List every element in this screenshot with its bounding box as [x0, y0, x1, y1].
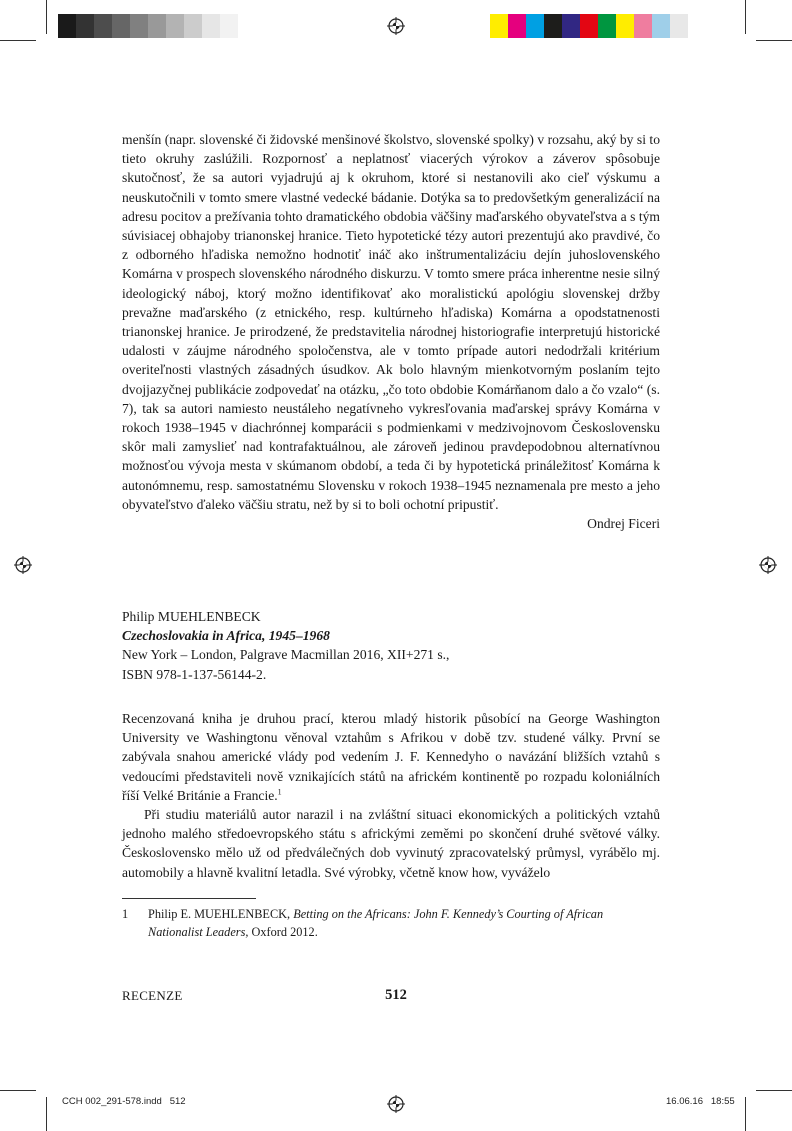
review-signature: Ondrej Ficeri — [587, 516, 660, 532]
footnote-number: 1 — [122, 907, 129, 921]
gray-swatch — [202, 14, 220, 38]
color-swatch — [598, 14, 616, 38]
process-color-bar — [490, 14, 688, 38]
book-author: Philip MUEHLENBECK — [122, 609, 261, 624]
review-paragraph-1 — [122, 709, 660, 805]
color-swatch — [652, 14, 670, 38]
gray-swatch — [148, 14, 166, 38]
color-swatch — [562, 14, 580, 38]
registration-mark-right — [759, 556, 777, 574]
footnote-reference[interactable]: 1 — [277, 787, 282, 797]
color-swatch — [580, 14, 598, 38]
gray-swatch — [184, 14, 202, 38]
gray-swatch — [166, 14, 184, 38]
footnote — [122, 906, 660, 941]
review-ficeri-section — [122, 130, 660, 533]
review-muehlenbeck-section — [122, 709, 660, 882]
color-swatch — [490, 14, 508, 38]
footnote-author: Philip E. MUEHLENBECK, — [148, 907, 294, 921]
book-publication: New York – London, Palgrave Macmillan 2016, XII+271 s., — [122, 647, 450, 663]
crop-mark-bottom-right-h — [756, 1090, 792, 1091]
slug-file-info: CCH 002_291-578.indd 512 — [62, 1096, 186, 1107]
footnote-title: Betting on the Africans: John F. Kennedy’s Courting of African Nationalist Leaders, — [148, 907, 604, 939]
color-swatch — [544, 14, 562, 38]
book-citation — [122, 607, 660, 684]
color-swatch — [670, 14, 688, 38]
gray-swatch — [112, 14, 130, 38]
review-paragraph-2: Při studiu materiálů autor narazil i na zvláštní situaci ekonomických a politických vztahů jednoho malého středoevropského státu s africkými zeměmi po skončení druhé světové války. Československo mělo už od předválečných dob vyvinutý zpracovatelský průmysl, vyrábělo mj. automobily a hlavně kvalitní letadla. Své výrobky, včetně know how, vyváželo — [122, 807, 660, 880]
crop-mark-bottom-left-h — [0, 1090, 36, 1091]
book-title: Czechoslovakia in Africa, 1945–1968 — [122, 628, 330, 644]
gray-swatch — [58, 14, 76, 38]
crop-mark-top-right-h — [756, 40, 792, 41]
slug-datetime: 16.06.16 18:55 — [666, 1096, 735, 1107]
crop-mark-bottom-right-v — [745, 1097, 746, 1131]
gray-swatch — [220, 14, 238, 38]
footnote-rest: Oxford 2012. — [248, 924, 318, 939]
review-ficeri-paragraph: menšín (napr. slovenské či židovské menšinové školstvo, slovenské spolky) v rozsahu, aký by si to tieto okruhy zaslúžili. Rozpornosť a neplatnosť viacerých výrokov a záverov spôsobuje skutočnosť, že sa autori vyjadrujú aj k okruhom, ktoré si nestanovili ako cieľ výskumu a neuskutočnili v tomto smere vlastné vedecké bádanie. Dotýka sa to predovšetkým generalizácií na adresu pocitov a prežívania tohto dramatického obdobia väčšiny maďarského obyvateľstva a s tým súvisiacej obhajoby trianonskej hranice. Tieto hypotetické tézy autori prezentujú ako pravdivé, čo z odborného hľadiska nemožno hodnotiť ináč ako inštrumentalizáciu dejín juhoslovenského Komárna v prospech slovenského národného diskurzu. V tomto smere práca inherentne nesie silný ideologický náboj, ktorý možno identifikovať ako moralistickú apológiu slovenskej držby prevažne maďarského (z etnického, resp. kultúrneho hľadiska) Komárna a opodstatnenosti trianonskej hranice. Je prirodzené, že predstavitelia národnej historiografie interpretujú historické udalosti v záujme národného spoločenstva, ale v tomto prípade autori nedodržali kritérium overiteľnosti vlastných zásadných úsudkov. Ak bolo hlavným mienkotvorným poslaním tejto dvojjazyčnej publikácie zodpovedať na otázku, „čo toto obdobie Komárňanom dalo a čo vzalo“ (s. 7), tak sa autori namiesto neustáleho negatívneho vykresľovania maďarskej správy Komárna v rokoch 1938–1945 v diachrónnej komparácii s podmienkami v medzivojnovom Československu skôr mali zamyslieť nad kontrafaktuálnou, ale zároveň jedinou pravdepodobnou alternatívnou možnosťou vývoja mesta v skúmanom období, a teda či by hypotetická prináležitosť Komárna k autonómnemu, resp. samostatnému Slovensku v rokoch 1938–1945 neznamenala pre mesto a jeho obyvateľstvo ďaleko väčšiu stratu, než by si to boli ochotní pripustiť. — [122, 132, 660, 512]
gray-swatch — [94, 14, 112, 38]
color-swatch — [526, 14, 544, 38]
page-number: 512 — [385, 987, 407, 1003]
registration-mark-bottom — [387, 1095, 405, 1113]
footnote-text — [148, 906, 660, 941]
registration-mark-top — [387, 17, 405, 35]
registration-mark-left — [14, 556, 32, 574]
footnote-divider — [122, 898, 256, 899]
running-section-label: RECENZE — [122, 988, 183, 1003]
crop-mark-top-left-h — [0, 40, 36, 41]
grayscale-color-bar — [58, 14, 238, 38]
crop-mark-top-left-v — [46, 0, 47, 34]
crop-mark-top-right-v — [745, 0, 746, 34]
color-swatch — [508, 14, 526, 38]
color-swatch — [616, 14, 634, 38]
review-paragraph-1-text: Recenzovaná kniha je druhou prací, kterou mladý historik působící na George Washington University ve Washingtonu věnoval vztahům s Afrikou v době tzv. studené války. První se zabývala snahou americké vlády pod vedením J. F. Kennedyho o navázání bližších vztahů s vedoucími představiteli nově vznikajících států na africkém kontinentě po rozpadu koloniálních říší Velké Británie a Francie. — [122, 711, 660, 803]
gray-swatch — [130, 14, 148, 38]
gray-swatch — [76, 14, 94, 38]
book-isbn: ISBN 978-1-137-56144-2. — [122, 666, 267, 682]
color-swatch — [634, 14, 652, 38]
crop-mark-bottom-left-v — [46, 1097, 47, 1131]
